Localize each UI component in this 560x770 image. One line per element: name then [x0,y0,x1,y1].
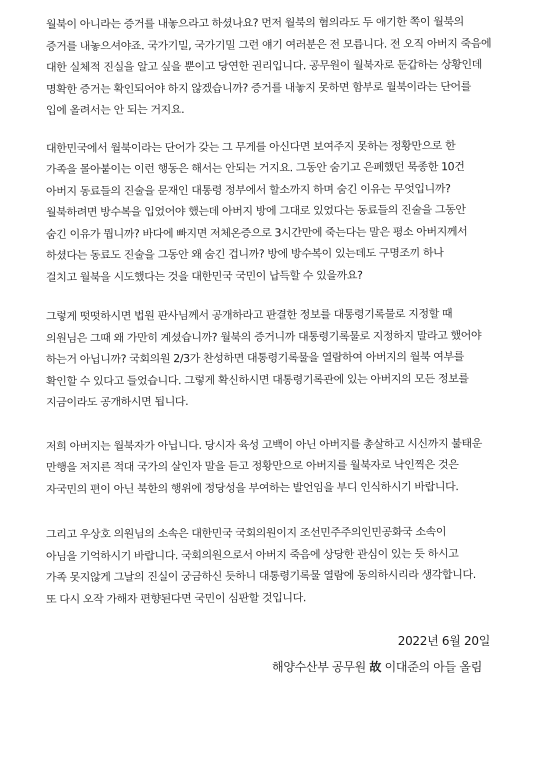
paragraph-2 [46,138,538,289]
letter-line: 월북하려면 방수복을 입었어야 했는데 아버지 방에 그대로 있었다는 동료들의 진술을 그동안 [45,203,466,219]
letter-line: 월북이 아니라는 증거를 내놓으라고 하셨나요? 먼저 월북의 혐의라도 두 애기한 쪽이 월북의 [45,15,464,31]
letter-date: 2022년 6월 20일 [397,634,490,648]
paragraph-3 [46,306,538,414]
signature-line [272,658,482,675]
signature-prefix: 해양수산부 공무원 [272,660,366,674]
letter-line: 걸치고 월북을 시도했다는 것을 대한민국 국민이 납득할 수 있을까요? [45,268,363,284]
letter-line: 하는거 아닙니까? 국회의원 2/3가 찬성하면 대통령기록물을 열람하여 아버지의 월북 여부를 [45,350,464,366]
letter-line: 의원님은 그때 왜 가만히 계셨습니까? 월북의 증거니까 대통령기록물로 지정하지 말라고 했어야 [45,328,482,345]
paragraph-5 [46,524,538,610]
letter-line: 증거를 내놓으셔야죠. 국가기밀, 국가기밀 그런 얘기 여러분은 전 모릅니다. 전 오직 아버지 죽음에 [45,36,492,53]
letter-line: 그리고 우상호 의원님의 소속은 대한민국 국회의원이지 조선민주주의인민공화국 소속이 [45,525,447,541]
paragraph-4 [46,436,538,501]
letter-line: 대한민국에서 월북이라는 단어가 갖는 그 무게를 아신다면 보여주지 못하는 정황만으로 한 [45,138,456,155]
letter-line: 저희 아버지는 월북자가 아닙니다. 당시자 육성 고백이 아닌 아버지를 총살하고 시신까지 불태운 [45,436,483,453]
deceased-mark: 故 [369,660,382,674]
letter-line: 만행을 저지른 적대 국가의 살인자 말을 듣고 정황만으로 아버지를 월북자로 낙인찍은 것은 [45,458,459,474]
letter-line: 가족 못지않게 그날의 진실이 궁금하신 듯하니 대통령기록물 열람에 동의하시리라 생각합니다. [45,567,476,584]
letter-line: 하셨다는 동료도 진술을 그동안 왜 숨긴 겁니까? 방에 방수복이 있는데도 구명조끼 하나 [45,246,444,262]
letter-line: 아버지 동료들의 진술을 문재인 대통령 정부에서 할소까지 하며 숨긴 이유는 무엇입니까? [45,181,451,198]
letter-line: 명확한 증거는 확인되어야 하지 않겠습니까? 증거를 내놓지 못하면 함부로 월북이라는 단어를 [45,79,472,96]
letter-line: 지금이라도 공개하시면 됩니다. [45,395,189,409]
letter-line: 입에 올려서는 안 되는 거지요. [45,103,185,117]
letter-line: 대한 실체적 진실을 알고 싶을 뿐이고 당연한 권리입니다. 공무원이 월북자로 둔갑하는 상황인데 [45,57,483,74]
letter-line: 자국민의 편이 아닌 북한의 행위에 정당성을 부여하는 발언임을 부디 인식하시기 바랍니다. [45,479,459,496]
signature-name: 이대준의 아들 올림 [384,660,482,674]
letter-line: 그렇게 떳떳하시면 법원 판사님께서 공개하라고 판결한 정보를 대통령기록물로 지정할 때 [45,307,453,323]
letter-line: 가족을 몰아붙이는 이런 행동은 해서는 안되는 거지요. 그동안 숨기고 은폐했던 묵종한 10건 [45,160,465,176]
letter-line: 숨긴 이유가 뭡니까? 바다에 빠지면 저체온증으로 3시간만에 죽는다는 말은 평소 아버지께서 [45,224,468,241]
letter-line: 확인할 수 있다고 들었습니다. 그렇게 확신하시면 대통령기록관에 있는 아버지의 모든 정보를 [45,371,469,388]
letter-line: 아님을 기억하시기 바랍니다. 국회의원으로서 아버지 죽음에 상당한 관심이 있는 듯 하시고 [45,546,459,563]
letter-line: 또 다시 오작 가해자 편향된다면 국민이 심판할 것입니다. [45,590,307,606]
paragraph-1 [46,14,538,122]
